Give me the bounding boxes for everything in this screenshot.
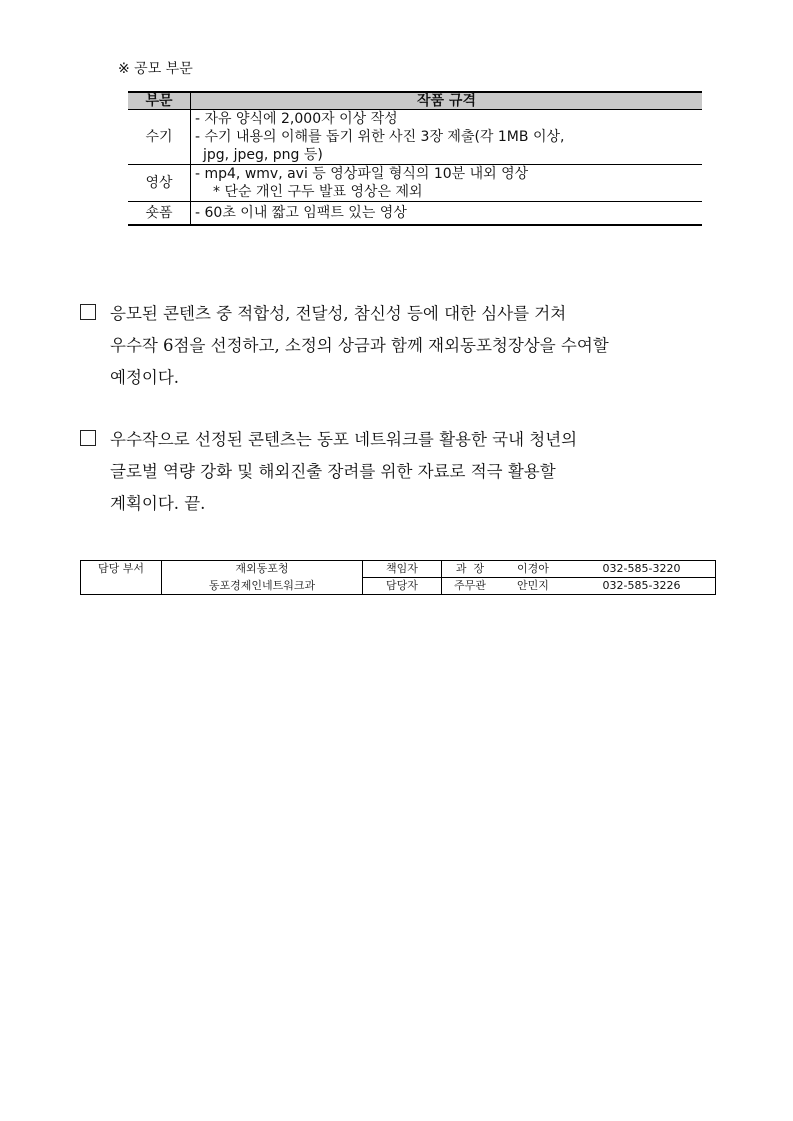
spec-line: - 60초 이내 짧고 임팩트 있는 영상 bbox=[195, 205, 407, 221]
paragraph-line: 우수작 6점을 선정하고, 소정의 상금과 함께 재외동포청장상을 수여할 bbox=[110, 336, 609, 355]
table-row bbox=[81, 561, 716, 578]
paragraph-text: 응모된 콘텐츠 중 적합성, 전달성, 참신성 등에 대한 심사를 거쳐 bbox=[110, 304, 567, 323]
paragraph-line: 글로벌 역량 강화 및 해외진출 장려를 위한 자료로 적극 활용할 bbox=[110, 462, 556, 481]
role-label: 책임자 bbox=[363, 561, 442, 578]
contact-phone: 032-585-3220 bbox=[568, 561, 716, 578]
header-category: 부문 bbox=[128, 92, 191, 110]
paragraph-review bbox=[80, 298, 720, 394]
checkbox-square-icon bbox=[80, 430, 96, 446]
spec-line: - 자유 양식에 2,000자 이상 작성 bbox=[195, 111, 398, 127]
paragraph-line bbox=[80, 424, 720, 456]
row-category: 영상 bbox=[128, 165, 191, 202]
paragraph-line: 예정이다. bbox=[110, 368, 180, 387]
header-spec: 작품 규격 bbox=[191, 92, 703, 110]
paragraph-usage bbox=[80, 424, 720, 520]
spec-table-header bbox=[128, 92, 702, 110]
table-row bbox=[81, 578, 716, 595]
contact-name: 이경아 bbox=[498, 561, 568, 578]
dept-name: 동포경제인네트워크과 bbox=[162, 578, 363, 595]
row-spec bbox=[191, 165, 703, 202]
spec-line: jpg, jpeg, png 등) bbox=[203, 147, 323, 163]
paragraph-text: 우수작으로 선정된 콘텐츠는 동포 네트워크를 활용한 국내 청년의 bbox=[110, 430, 578, 449]
spec-line: - mp4, wmv, avi 등 영상파일 형식의 10분 내외 영상 bbox=[195, 166, 529, 182]
spec-line: - 수기 내용의 이해를 돕기 위한 사진 3장 제출(각 1MB 이상, bbox=[195, 129, 565, 145]
table-row bbox=[128, 165, 702, 202]
dept-label: 담당 부서 bbox=[81, 561, 162, 595]
row-category: 수기 bbox=[128, 110, 191, 165]
table-row bbox=[128, 202, 702, 226]
row-spec bbox=[191, 202, 703, 226]
contact-phone: 032-585-3226 bbox=[568, 578, 716, 595]
row-category: 숏폼 bbox=[128, 202, 191, 226]
contact-table bbox=[80, 560, 716, 595]
paragraph-line bbox=[80, 298, 720, 330]
role-label: 담당자 bbox=[363, 578, 442, 595]
contact-name: 안민지 bbox=[498, 578, 568, 595]
row-spec bbox=[191, 110, 703, 165]
contact-title: 과 장 bbox=[442, 561, 499, 578]
spec-note: * 단순 개인 구두 발표 영상은 제외 bbox=[213, 184, 423, 200]
section-title: ※ 공모 부문 bbox=[118, 61, 193, 77]
table-row bbox=[128, 110, 702, 165]
contact-title: 주무관 bbox=[442, 578, 499, 595]
spec-table bbox=[128, 91, 702, 226]
checkbox-square-icon bbox=[80, 304, 96, 320]
dept-name: 재외동포청 bbox=[162, 561, 363, 578]
paragraph-line: 계획이다. 끝. bbox=[110, 494, 206, 513]
